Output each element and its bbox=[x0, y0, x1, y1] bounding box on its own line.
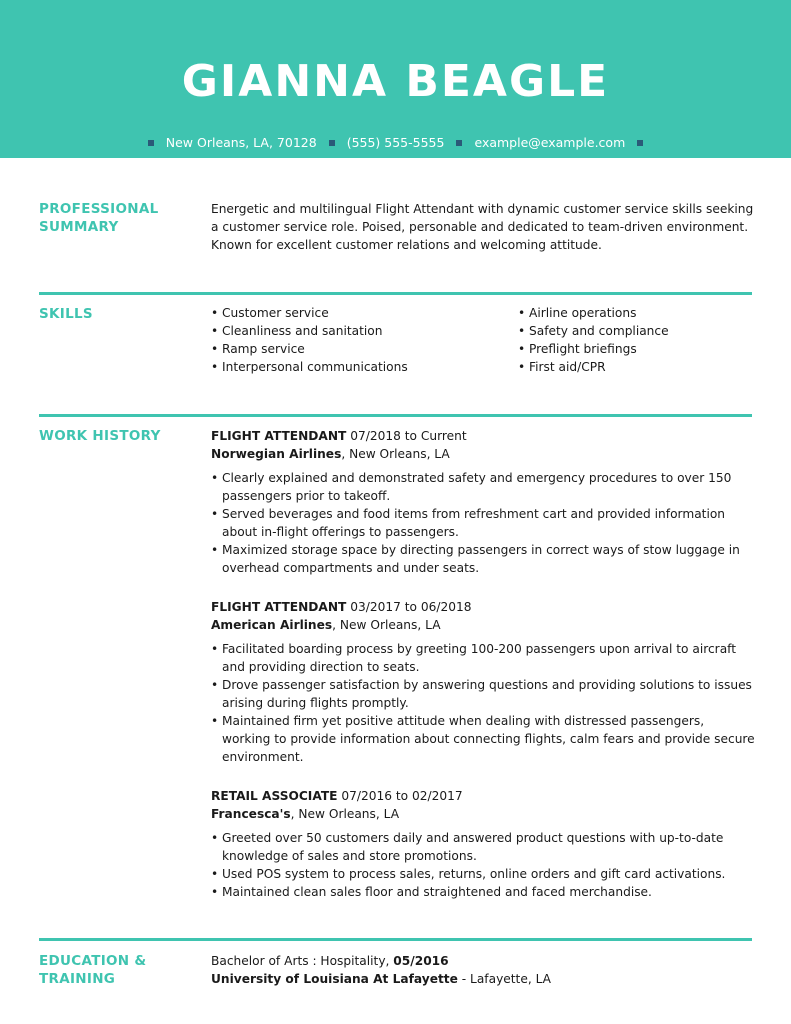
job-company: Norwegian Airlines bbox=[211, 447, 342, 461]
skill-item: • Preflight briefings bbox=[529, 340, 791, 358]
square-bullet-icon bbox=[148, 140, 154, 146]
skill-item: • Ramp service bbox=[222, 340, 512, 358]
job-bullet: • Maintained clean sales floor and straightened and faced merchandise. bbox=[222, 883, 756, 901]
skill-item: • First aid/CPR bbox=[529, 358, 791, 376]
skill-item: • Customer service bbox=[222, 304, 512, 322]
job-dates: 03/2017 to 06/2018 bbox=[350, 600, 472, 614]
section-divider bbox=[39, 414, 752, 417]
skill-item: • Interpersonal communications bbox=[222, 358, 512, 376]
work-history-heading: WORK HISTORY bbox=[39, 428, 161, 444]
job-title: FLIGHT ATTENDANT bbox=[211, 429, 347, 443]
summary-heading-line1: PROFESSIONAL bbox=[39, 201, 159, 217]
job-location: , New Orleans, LA bbox=[341, 447, 450, 461]
job-location: , New Orleans, LA bbox=[332, 618, 441, 632]
candidate-name: GIANNA BEAGLE bbox=[181, 56, 610, 107]
job-dates: 07/2018 to Current bbox=[350, 429, 467, 443]
square-bullet-icon bbox=[329, 140, 335, 146]
job-entry bbox=[211, 598, 756, 766]
job-dates: 07/2016 to 02/2017 bbox=[341, 789, 463, 803]
job-title-line bbox=[211, 787, 756, 805]
square-bullet-icon bbox=[456, 140, 462, 146]
section-divider bbox=[39, 938, 752, 941]
education-heading-line2: TRAINING bbox=[39, 971, 116, 987]
degree: Bachelor of Arts : Hospitality, bbox=[211, 954, 394, 968]
skill-item: • Safety and compliance bbox=[529, 322, 791, 340]
job-entry bbox=[211, 787, 756, 901]
job-company: American Airlines bbox=[211, 618, 333, 632]
contact-line bbox=[0, 134, 791, 152]
summary-text: Energetic and multilingual Flight Attendant with dynamic customer service skills seeking a customer service role. Poised, personable and dedicated to team-driven environment. Known for excellent customer relations and welcoming attitude. bbox=[211, 202, 754, 252]
school-location: - Lafayette, LA bbox=[457, 972, 551, 986]
skill-item: • Cleanliness and sanitation bbox=[222, 322, 512, 340]
job-location: , New Orleans, LA bbox=[290, 807, 400, 821]
job-bullet: • Greeted over 50 customers daily and answered product questions with up-to-date knowledge of sales and store promotions. bbox=[222, 829, 756, 865]
section-divider bbox=[39, 292, 752, 295]
job-company: Francesca's bbox=[211, 807, 291, 821]
job-bullets bbox=[222, 469, 756, 577]
header-banner bbox=[0, 0, 791, 158]
education-heading bbox=[39, 952, 204, 988]
job-title-line bbox=[211, 598, 756, 616]
job-bullets bbox=[222, 829, 756, 901]
job-title: RETAIL ASSOCIATE bbox=[211, 789, 338, 803]
job-bullet: • Maintained firm yet positive attitude when dealing with distressed passengers, working to provide information about connecting flights, calm fears and provide secure environment. bbox=[222, 712, 756, 766]
job-bullet: • Facilitated boarding process by greeting 100-200 passengers upon arrival to aircraft and providing direction to seats. bbox=[222, 640, 756, 676]
skills-column-1 bbox=[222, 304, 512, 376]
phone: (555) 555-5555 bbox=[346, 135, 445, 150]
degree-line bbox=[211, 952, 756, 970]
school-line bbox=[211, 970, 756, 988]
education-entry bbox=[211, 952, 756, 988]
graduation-date: 05/2016 bbox=[393, 954, 449, 968]
skills-heading: SKILLS bbox=[39, 306, 93, 322]
skills-column-2 bbox=[529, 304, 791, 376]
job-bullet: • Drove passenger satisfaction by answering questions and providing solutions to issues arising during flights promptly. bbox=[222, 676, 756, 712]
square-bullet-icon bbox=[637, 140, 643, 146]
job-company-line bbox=[211, 445, 756, 463]
job-bullet: • Clearly explained and demonstrated safety and emergency procedures to over 150 passengers prior to takeoff. bbox=[222, 469, 756, 505]
job-bullet: • Maximized storage space by directing passengers in correct ways of stow luggage in overhead compartments and under seats. bbox=[222, 541, 756, 577]
summary-heading-line2: SUMMARY bbox=[39, 219, 119, 235]
school-name: University of Louisiana At Lafayette bbox=[211, 972, 458, 986]
summary-heading bbox=[39, 200, 204, 236]
job-company-line bbox=[211, 805, 756, 823]
job-entry bbox=[211, 427, 756, 577]
education-heading-line1: EDUCATION & bbox=[39, 953, 147, 969]
email: example@example.com bbox=[474, 135, 626, 150]
job-bullet: • Served beverages and food items from refreshment cart and provided information about in-flight offerings to passengers. bbox=[222, 505, 756, 541]
job-bullets bbox=[222, 640, 756, 766]
job-title-line bbox=[211, 427, 756, 445]
address: New Orleans, LA, 70128 bbox=[165, 135, 317, 150]
job-title: FLIGHT ATTENDANT bbox=[211, 600, 347, 614]
job-company-line bbox=[211, 616, 756, 634]
job-bullet: • Used POS system to process sales, returns, online orders and gift card activations. bbox=[222, 865, 756, 883]
skill-item: • Airline operations bbox=[529, 304, 791, 322]
